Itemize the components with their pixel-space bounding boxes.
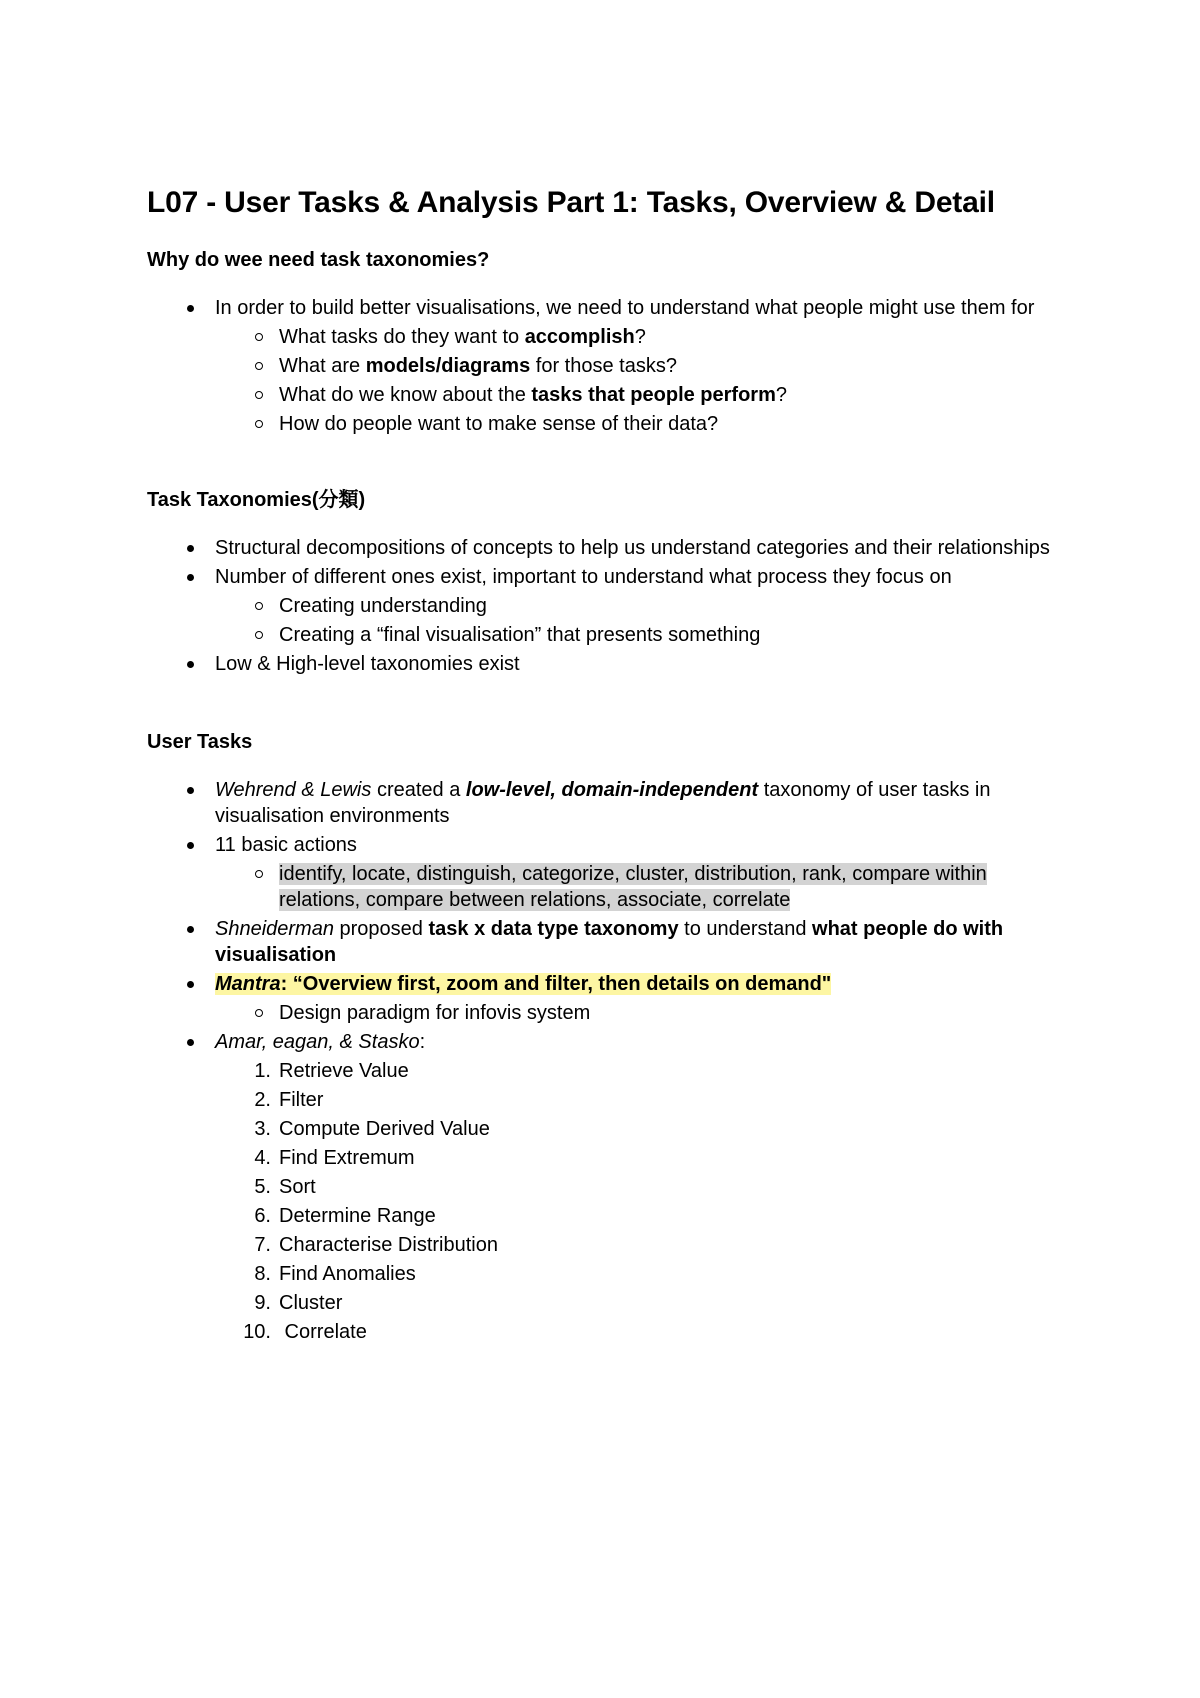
item-text: Filter bbox=[279, 1089, 324, 1111]
italic-text: Shneiderman bbox=[215, 918, 334, 940]
list-item bbox=[215, 593, 1067, 619]
numbered-item bbox=[215, 1174, 1067, 1200]
sub-bullet-list bbox=[215, 324, 1067, 437]
section-heading-task-taxonomies: Task Taxonomies(分類) bbox=[147, 489, 366, 511]
bullet-list bbox=[147, 535, 1067, 677]
list-item bbox=[147, 1029, 1067, 1345]
item-text: Sort bbox=[279, 1176, 316, 1198]
bold-italic-text: low-level, domain-independent bbox=[465, 779, 759, 801]
text: How do people want to make sense of their data? bbox=[279, 413, 719, 435]
bold-text: models/diagrams bbox=[365, 355, 531, 377]
text: Creating understanding bbox=[279, 595, 487, 617]
item-number: 5. bbox=[254, 1176, 271, 1198]
numbered-item bbox=[215, 1058, 1067, 1084]
list-item bbox=[215, 411, 1067, 437]
text: Creating a “final visualisation” that presents something bbox=[279, 624, 761, 646]
sub-bullet-list bbox=[215, 861, 1067, 913]
bold-text: what people do with visualisation bbox=[215, 918, 1004, 966]
bullet-text: Number of different ones exist, important to understand what process they focus on bbox=[215, 566, 952, 588]
bullet-text: 11 basic actions bbox=[215, 834, 357, 856]
section-heading-user-tasks: User Tasks bbox=[147, 731, 253, 753]
bullet-text: Structural decompositions of concepts to help us understand categories and their relationships bbox=[215, 537, 1050, 559]
item-number: 9. bbox=[254, 1292, 271, 1314]
bullet-text: Low & High-level taxonomies exist bbox=[215, 653, 520, 675]
list-item bbox=[147, 651, 1067, 677]
highlighted-text: identify, locate, distinguish, categorize, cluster, distribution, rank, compare within relations, compare between relations, associate, correlate bbox=[279, 863, 987, 911]
bold-text: accomplish bbox=[524, 326, 635, 348]
numbered-item bbox=[215, 1116, 1067, 1142]
bold-text: tasks that people perform bbox=[531, 384, 776, 406]
list-item bbox=[215, 382, 1067, 408]
item-number: 10. bbox=[243, 1321, 271, 1343]
numbered-item bbox=[215, 1203, 1067, 1229]
bullet-list bbox=[147, 777, 1067, 1345]
item-text: Correlate bbox=[279, 1321, 367, 1343]
text: What are bbox=[279, 355, 366, 377]
list-item bbox=[215, 622, 1067, 648]
list-item bbox=[147, 971, 1067, 1026]
item-text: Retrieve Value bbox=[279, 1060, 409, 1082]
item-number: 1. bbox=[254, 1060, 271, 1082]
item-number: 3. bbox=[254, 1118, 271, 1140]
bold-text: task x data type taxonomy bbox=[428, 918, 679, 940]
item-text: Find Extremum bbox=[279, 1147, 415, 1169]
item-number: 8. bbox=[254, 1263, 271, 1285]
highlighted-mantra bbox=[215, 973, 831, 995]
list-item bbox=[147, 777, 1067, 829]
italic-text: Amar, eagan, & Stasko bbox=[215, 1031, 420, 1053]
text: for those tasks? bbox=[530, 355, 677, 377]
text: What tasks do they want to bbox=[279, 326, 525, 348]
text: Design paradigm for infovis system bbox=[279, 1002, 591, 1024]
list-item bbox=[147, 916, 1067, 968]
item-text: Compute Derived Value bbox=[279, 1118, 490, 1140]
list-item bbox=[215, 861, 1067, 913]
text: What do we know about the bbox=[279, 384, 532, 406]
bullet-list bbox=[147, 295, 1067, 437]
item-number: 4. bbox=[254, 1147, 271, 1169]
text: ? bbox=[634, 326, 646, 348]
text: : bbox=[419, 1031, 426, 1053]
item-text: Determine Range bbox=[279, 1205, 436, 1227]
numbered-item bbox=[215, 1232, 1067, 1258]
item-text: Characterise Distribution bbox=[279, 1234, 498, 1256]
bold-text: : “Overview first, zoom and filter, then details on demand" bbox=[280, 973, 832, 995]
list-item bbox=[147, 832, 1067, 913]
item-number: 7. bbox=[254, 1234, 271, 1256]
text: proposed bbox=[333, 918, 429, 940]
list-item bbox=[215, 324, 1067, 350]
bullet-text: In order to build better visualisations, we need to understand what people might use them for bbox=[215, 297, 1035, 319]
item-text: Cluster bbox=[279, 1292, 343, 1314]
sub-bullet-list bbox=[215, 593, 1067, 648]
numbered-item bbox=[215, 1261, 1067, 1287]
numbered-list bbox=[215, 1058, 1067, 1345]
sub-bullet-list bbox=[215, 1000, 1067, 1026]
list-item bbox=[215, 1000, 1067, 1026]
numbered-item bbox=[215, 1087, 1067, 1113]
page-title: L07 - User Tasks & Analysis Part 1: Tasks, Overview & Detail bbox=[147, 186, 995, 219]
text: created a bbox=[371, 779, 466, 801]
bold-italic-text: Mantra bbox=[215, 973, 281, 995]
italic-text: Wehrend & Lewis bbox=[215, 779, 372, 801]
section-heading-why-taxonomies: Why do wee need task taxonomies? bbox=[147, 249, 490, 271]
numbered-item bbox=[215, 1145, 1067, 1171]
item-text: Find Anomalies bbox=[279, 1263, 416, 1285]
list-item bbox=[147, 535, 1067, 561]
list-item bbox=[147, 295, 1067, 437]
text: to understand bbox=[678, 918, 813, 940]
item-number: 2. bbox=[254, 1089, 271, 1111]
numbered-item bbox=[215, 1319, 1067, 1345]
list-item bbox=[147, 564, 1067, 648]
text: ? bbox=[775, 384, 788, 406]
item-number: 6. bbox=[254, 1205, 271, 1227]
text: taxonomy of user tasks in visualisation environments bbox=[215, 779, 991, 827]
numbered-item bbox=[215, 1290, 1067, 1316]
list-item bbox=[215, 353, 1067, 379]
document-page bbox=[147, 182, 1067, 1348]
